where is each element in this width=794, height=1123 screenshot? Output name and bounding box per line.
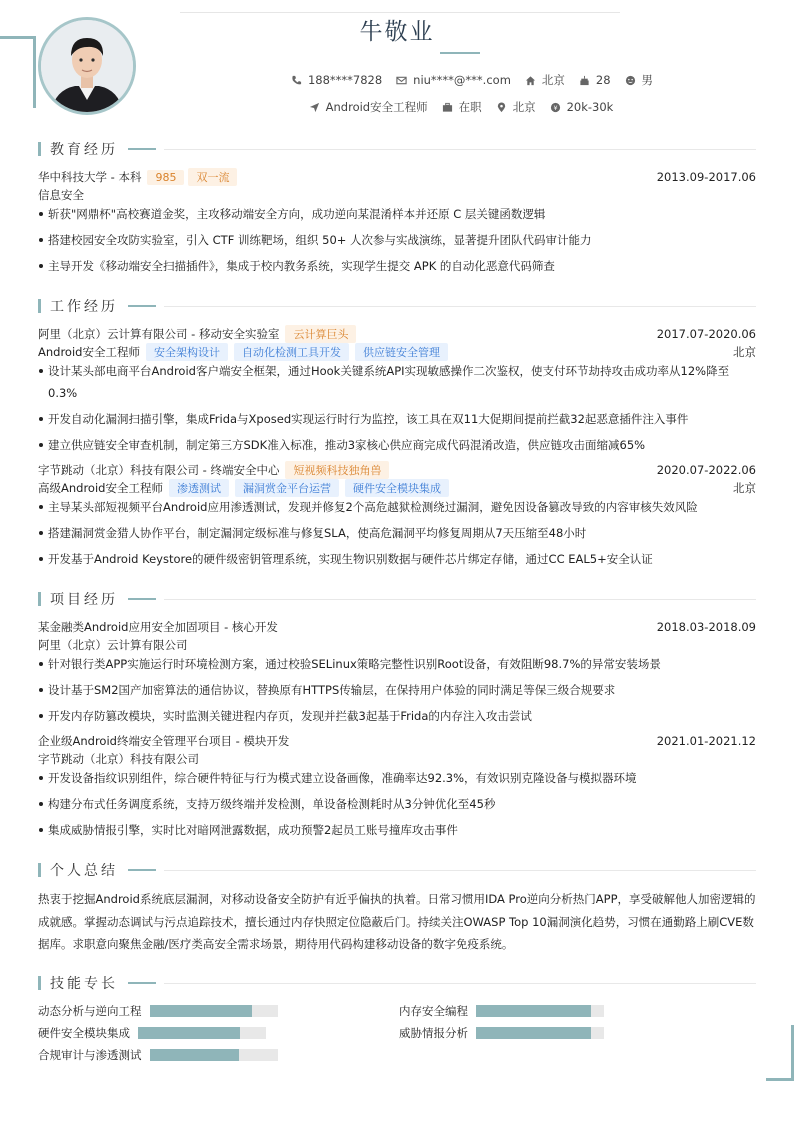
section-summary-title: 个人总结 (38, 862, 756, 878)
skill-name: 合规审计与渗透测试 (38, 1048, 142, 1062)
home-icon (525, 75, 536, 86)
list-item: 斩获"网鼎杯"高校赛道金奖，主攻移动端安全方向，成功逆向某混淆样本并还原 C 层关键函数逻辑 (38, 203, 746, 225)
project-title: 企业级Android终端安全管理平台项目 - 模块开发 (38, 734, 290, 748)
status-text: 在职 (458, 100, 482, 114)
cake-icon (579, 75, 590, 86)
salary-text: 20k-30k (566, 100, 614, 114)
work-role-row (38, 344, 756, 360)
briefcase-icon (442, 102, 453, 113)
skill-level-bar (138, 1027, 266, 1039)
city-info (525, 72, 565, 88)
role-tag: 供应链安全管理 (355, 343, 448, 361)
list-item: 开发基于Android Keystore的硬件级密钥管理系统，实现生物识别数据与硬件芯片绑定存储，通过CC EAL5+安全认证 (38, 548, 746, 570)
education-school-row (38, 169, 756, 185)
list-item: 开发设备指纹识别组件，综合硬件特征与行为模式建立设备画像，准确率达92.3%，有效识别克隆设备与模拟器环境 (38, 767, 746, 789)
major: 信息安全 (38, 188, 84, 202)
corner-decoration-bottom-right (766, 1025, 794, 1081)
section-work-title: 工作经历 (38, 298, 756, 314)
role-title: 高级Android安全工程师 (38, 481, 163, 495)
list-item: 主导开发《移动端安全扫描插件》，集成于校内教务系统，实现学生提交 APK 的自动化恶意代码筛查 (38, 255, 746, 277)
skill-level-bar (476, 1005, 604, 1017)
list-item: 针对银行类APP实施运行时环境检测方案，通过校验SELinux策略完整性识别Root设备，有效阻断98.7%的异常安装场景 (38, 653, 746, 675)
gender-text: 男 (641, 73, 654, 87)
position-text: Android安全工程师 (325, 100, 428, 114)
skill-item (38, 1004, 278, 1018)
work-date: 2017.07-2020.06 (656, 327, 756, 341)
project-date: 2018.03-2018.09 (656, 620, 756, 634)
email-info (396, 72, 511, 88)
email-text: niu****@***.com (413, 73, 511, 87)
list-item: 建立供应链安全审查机制，制定第三方SDK准入标准，推动3家核心供应商完成代码混淆改造，供应链攻击面缩减65% (38, 434, 746, 456)
skill-item (399, 1004, 604, 1018)
section-education-title: 教育经历 (38, 141, 756, 157)
work-date: 2020.07-2022.06 (656, 463, 756, 477)
role-tag: 自动化检测工具开发 (234, 343, 349, 361)
send-icon (309, 102, 320, 113)
list-item: 主导某头部短视频平台Android应用渗透测试，发现并修复2个高危越狱检测绕过漏洞，避免因设备篡改导致的内容审核失效风险 (38, 496, 746, 518)
city-text: 北京 (541, 73, 565, 87)
work-role-row (38, 480, 756, 496)
school-name: 华中科技大学 - 本科 (38, 170, 142, 184)
list-item: 搭建校园安全攻防实验室，引入 CTF 训练靶场，组织 50+ 人次参与实战演练，显著提升团队代码审计能力 (38, 229, 746, 251)
work-city: 北京 (733, 481, 756, 495)
skill-name: 动态分析与逆向工程 (38, 1004, 142, 1018)
company-tag: 云计算巨头 (285, 325, 356, 343)
salary-info (550, 99, 614, 115)
education-major-row (38, 187, 756, 203)
list-item: 设计某头部电商平台Android客户端安全框架，通过Hook关键系统API实现敏感操作二次鉴权，使支付环节劫持攻击成功率从12%降至0.3% (38, 360, 746, 404)
list-item: 开发内存防篡改模块，实时监测关键进程内存页，发现并拦截3起基于Frida的内存注入攻击尝试 (38, 705, 746, 727)
phone-text: 188****7828 (307, 73, 383, 87)
role-tag: 漏洞赏金平台运营 (235, 479, 339, 497)
work-company-row (38, 462, 756, 478)
company-name: 阿里（北京）云计算有限公司 - 移动安全实验室 (38, 327, 280, 341)
list-item: 搭建漏洞赏金猎人协作平台，制定漏洞定级标准与修复SLA，使高危漏洞平均修复周期从7天压缩至48小时 (38, 522, 746, 544)
list-item: 构建分布式任务调度系统，支持万级终端并发检测，单设备检测耗时从3分钟优化至45秒 (38, 793, 746, 815)
phone-info (291, 72, 382, 88)
school-tag: 985 (147, 170, 184, 185)
list-item: 设计基于SM2国产加密算法的通信协议，替换原有HTTPS传输层，在保持用户体验的同时满足等保三级合规要求 (38, 679, 746, 701)
section-projects-title: 项目经历 (38, 591, 756, 607)
list-item: 开发自动化漏洞扫描引擎，集成Frida与Xposed实现运行时行为监控，该工具在双11大促期间提前拦截32起恶意插件注入事件 (38, 408, 746, 430)
skill-item (38, 1026, 266, 1040)
phone-icon (291, 75, 302, 86)
target-city-text: 北京 (512, 100, 536, 114)
target-city-info (496, 99, 536, 115)
role-tag: 渗透测试 (169, 479, 229, 497)
job-info-row (0, 99, 794, 115)
project-title-row (38, 733, 756, 749)
project-title: 某金融类Android应用安全加固项目 - 核心开发 (38, 620, 278, 634)
list-item: 集成威胁情报引擎，实时比对暗网泄露数据，成功预警2起员工账号撞库攻击事件 (38, 819, 746, 841)
project-org: 字节跳动（北京）科技有限公司 (38, 752, 199, 766)
company-name: 字节跳动（北京）科技有限公司 - 终端安全中心 (38, 463, 280, 477)
project-org-row (38, 751, 756, 767)
contact-info-row (0, 72, 794, 88)
school-tag: 双一流 (188, 168, 237, 186)
age-info (579, 72, 611, 88)
summary-text: 热衷于挖掘Android系统底层漏洞，对移动设备安全防护有近乎偏执的执着。日常习惯用IDA Pro逆向分析热门APP，享受破解他人加密逻辑的成就感。掌握动态调试与污点追踪技术，擅长通过内存快照定位隐蔽后门。持续关注OWASP Top 10漏洞演化趋势，习惯在通勤路上刷CVE数据库。求职意向聚焦金融/医疗类高安全需求场景，期待用代码构建移动设备的数字免疫系统。 (38, 892, 756, 951)
skill-item (399, 1026, 604, 1040)
candidate-name: 牛敬业 (359, 19, 435, 45)
work-city: 北京 (733, 345, 756, 359)
role-tag: 安全架构设计 (146, 343, 228, 361)
age-text: 28 (595, 73, 611, 87)
skill-level-bar (150, 1049, 278, 1061)
project-date: 2021.01-2021.12 (656, 734, 756, 748)
skill-item (38, 1048, 278, 1062)
gender-info (625, 72, 654, 88)
face-icon (625, 75, 636, 86)
skill-name: 硬件安全模块集成 (38, 1026, 130, 1040)
status-info (442, 99, 482, 115)
name-underline (440, 52, 480, 54)
skill-level-bar (150, 1005, 278, 1017)
location-icon (496, 102, 507, 113)
role-title: Android安全工程师 (38, 345, 140, 359)
skill-name: 威胁情报分析 (399, 1026, 468, 1040)
mail-icon (396, 75, 407, 86)
work-company-row (38, 326, 756, 342)
project-title-row (38, 619, 756, 635)
education-date: 2013.09-2017.06 (656, 170, 756, 184)
project-org-row (38, 637, 756, 653)
position-info (309, 99, 428, 115)
company-tag: 短视频科技独角兽 (285, 461, 389, 479)
skill-level-bar (476, 1027, 604, 1039)
money-icon (550, 102, 561, 113)
project-org: 阿里（北京）云计算有限公司 (38, 638, 188, 652)
svg-text:¥: ¥ (553, 103, 558, 112)
skill-name: 内存安全编程 (399, 1004, 468, 1018)
role-tag: 硬件安全模块集成 (345, 479, 449, 497)
section-skills-title: 技能专长 (38, 975, 756, 991)
